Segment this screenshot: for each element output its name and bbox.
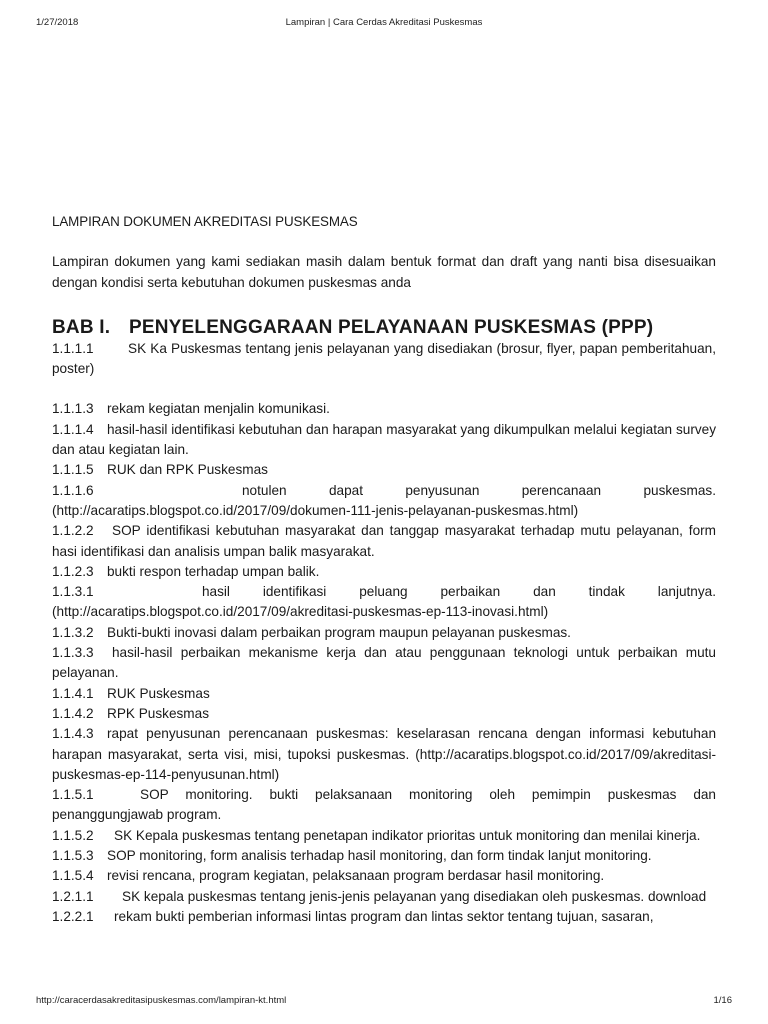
item-text: rekam kegiatan menjalin komunikasi. — [107, 401, 330, 417]
list-item — [52, 420, 716, 461]
list-item — [52, 866, 716, 886]
list-item — [52, 846, 716, 866]
item-text: SOP monitoring. bukti pelaksanaan monitoring oleh pemimpin puskesmas dan penanggungjawab program. — [52, 787, 716, 823]
list-item — [52, 521, 716, 562]
item-text: hasil identifikasi peluang perbaikan dan tindak lanjutnya. (http://acaratips.blogspot.co.id/2017/09/akreditasi-puskesmas-ep-113-inovasi.html) — [52, 584, 716, 620]
item-text: SK Ka Puskesmas tentang jenis pelayanan yang disediakan (brosur, flyer, papan pemberitahuan, poster) — [52, 340, 716, 377]
list-item — [52, 785, 716, 826]
item-text: rapat penyusunan perencanaan puskesmas: keselarasan rencana dengan informasi kebutuhan harapan masyarakat, serta visi, misi, tupoksi puskesmas. (http://acaratips.blogspot.co.id/2017/09/akreditasi-puskesmas-ep-114-penyusunan.html) — [52, 726, 716, 782]
item-number: 1.1.4.3 — [52, 726, 94, 742]
item-number: 1.1.5.2 — [52, 827, 94, 843]
list-item — [52, 623, 716, 643]
list-item — [52, 907, 716, 927]
list-item — [52, 339, 716, 380]
item-number: 1.1.1.3 — [52, 401, 94, 417]
list-item — [52, 460, 716, 480]
item-number: 1.1.3.3 — [52, 645, 94, 661]
list-item — [52, 724, 716, 785]
item-text: RUK Puskesmas — [107, 685, 210, 701]
document-body — [52, 212, 716, 927]
item-number: 1.1.5.3 — [52, 848, 94, 864]
print-page-number: 1/16 — [713, 995, 732, 1006]
item-number: 1.1.4.1 — [52, 685, 94, 701]
item-text: notulen dapat penyusunan perencanaan puskesmas. (http://acaratips.blogspot.co.id/2017/09/dokumen-111-jenis-pelayanan-puskesmas.html) — [52, 482, 716, 518]
print-header — [0, 17, 768, 31]
chapter-heading — [52, 316, 716, 340]
item-text: SOP identifikasi kebutuhan masyarakat dan tanggap masyarakat terhadap mutu pelayanan, form hasi identifikasi dan analisis umpan balik masyarakat. — [52, 523, 716, 559]
spacer — [52, 379, 716, 399]
list-item — [52, 399, 716, 419]
list-item — [52, 481, 716, 522]
item-number: 1.1.4.2 — [52, 705, 94, 721]
item-text: RUK dan RPK Puskesmas — [107, 462, 268, 478]
item-text: RPK Puskesmas — [107, 705, 209, 721]
print-date: 1/27/2018 — [36, 17, 79, 28]
item-text: bukti respon terhadap umpan balik. — [107, 563, 320, 579]
list-item — [52, 582, 716, 623]
item-text: SK Kepala puskesmas tentang penetapan indikator prioritas untuk monitoring dan menilai kinerja. — [114, 827, 701, 843]
chapter-title: PENYELENGGARAAN PELAYANAAN PUSKESMAS (PPP) — [129, 316, 654, 338]
item-number: 1.1.5.4 — [52, 868, 94, 884]
item-number: 1.1.1.5 — [52, 462, 94, 478]
item-number: 1.1.3.2 — [52, 624, 94, 640]
print-url: http://caracerdasakreditasipuskesmas.com/lampiran-kt.html — [36, 995, 287, 1006]
item-number: 1.1.3.1 — [52, 584, 94, 600]
list-item — [52, 684, 716, 704]
intro-paragraph: Lampiran dokumen yang kami sediakan masih dalam bentuk format dan draft yang nanti bisa disesuaikan dengan kondisi serta kebutuhan dokumen puskesmas anda — [52, 254, 716, 290]
item-number: 1.1.1.6 — [52, 482, 94, 498]
print-footer — [0, 995, 768, 1009]
list-item — [52, 704, 716, 724]
list-item — [52, 643, 716, 684]
document-title: LAMPIRAN DOKUMEN AKREDITASI PUSKESMAS — [52, 214, 358, 229]
item-text: SK kepala puskesmas tentang jenis-jenis pelayanan yang disediakan oleh puskesmas. download — [122, 888, 707, 904]
item-text: Bukti-bukti inovasi dalam perbaikan program maupun pelayanan puskesmas. — [107, 624, 571, 640]
item-number: 1.1.1.1 — [52, 340, 94, 356]
item-number: 1.2.1.1 — [52, 888, 94, 904]
item-text: hasil-hasil perbaikan mekanisme kerja dan atau penggunaan teknologi untuk perbaikan mutu pelayanan. — [52, 645, 716, 681]
item-number: 1.1.2.3 — [52, 563, 94, 579]
item-number: 1.1.1.4 — [52, 421, 94, 437]
list-item — [52, 562, 716, 582]
item-text: revisi rencana, program kegiatan, pelaksanaan program berdasar hasil monitoring. — [107, 868, 605, 884]
print-page-title: Lampiran | Cara Cerdas Akreditasi Puskesmas — [285, 17, 483, 28]
list-item — [52, 826, 716, 846]
item-text: rekam bukti pemberian informasi lintas program dan lintas sektor tentang tujuan, sasaran, — [114, 908, 654, 924]
item-number: 1.1.2.2 — [52, 523, 94, 539]
item-number: 1.1.5.1 — [52, 787, 94, 803]
chapter-number: BAB I. — [52, 316, 111, 338]
item-text: SOP monitoring, form analisis terhadap hasil monitoring, dan form tindak lanjut monitoring. — [107, 848, 652, 864]
list-item — [52, 887, 716, 907]
item-text: hasil-hasil identifikasi kebutuhan dan harapan masyarakat yang dikumpulkan melalui kegiatan survey dan atau kegiatan lain. — [52, 421, 716, 458]
item-number: 1.2.2.1 — [52, 908, 94, 924]
